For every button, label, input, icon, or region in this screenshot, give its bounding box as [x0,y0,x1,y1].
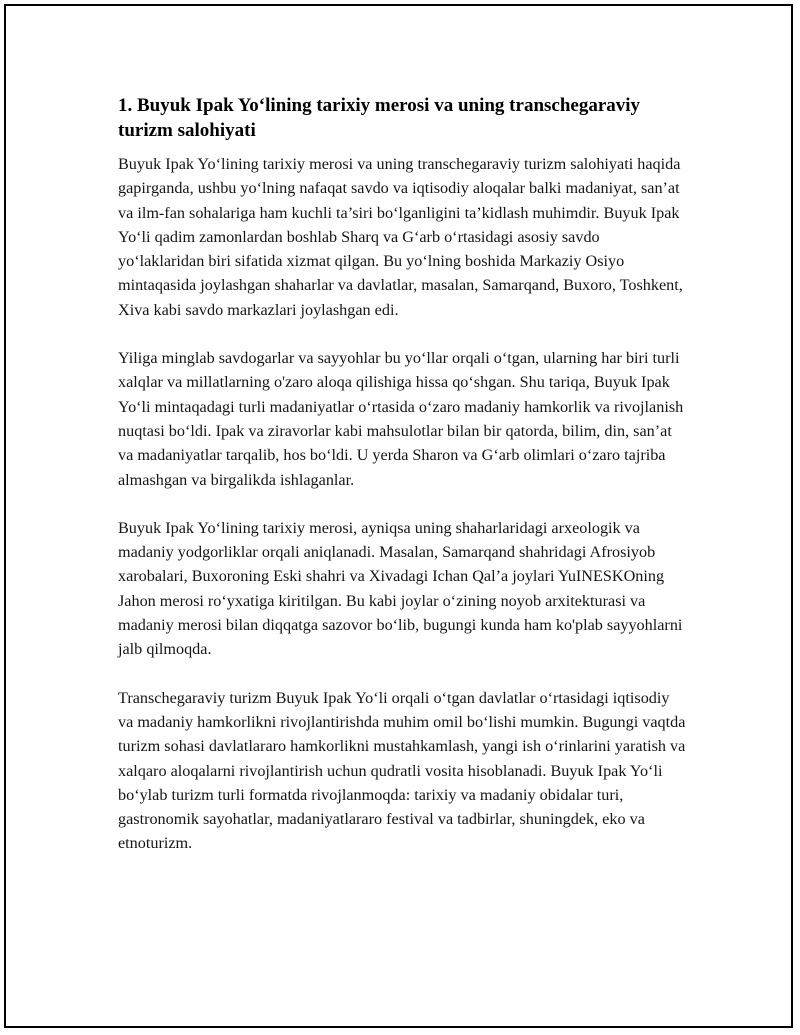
paragraph-3: Buyuk Ipak Yo‘lining tarixiy merosi, ayniqsa uning shaharlaridagi arxeologik va madaniy yodgorliklar orqali aniqlanadi. Masalan, Samarqand shahridagi Afrosiyob xarobalari, Buxoroning Eski shahri va Xivadagi Ichan Qal’a joylari YuINESKOning Jahon merosi ro‘yxatiga kiritilgan. Bu kabi joylar o‘zining noyob arxitekturasi va madaniy merosi bilan diqqatga sazovor bo‘lib, bugungi kunda ham ko'plab sayyohlarni jalb qilmoqda. [118,518,683,659]
paragraph-1: Buyuk Ipak Yo‘lining tarixiy merosi va uning transchegaraviy turizm salohiyati haqida gapirganda, ushbu yo‘lning nafaqat savdo va iqtisodiy aloqalar balki madaniyat, san’at va ilm-fan sohalariga ham kuchli ta’siri bo‘lganligini ta’kidlash muhimdir. Buyuk Ipak Yo‘li qadim zamonlardan boshlab Sharq va G‘arb o‘rtasidagi asosiy savdo yo‘laklaridan biri sifatida xizmat qilgan. Bu yo‘lning boshida Markaziy Osiyo mintaqasida joylashgan shaharlar va davlatlar, masalan, Samarqand, Buxoro, Toshkent, Xiva kabi savdo markazlari joylashgan edi. [118,155,683,319]
paragraph-2: Yiliga minglab savdogarlar va sayyohlar bu yo‘llar orqali o‘tgan, ularning har biri turli xalqlar va millatlarning o'zaro aloqa qilishiga hissa qo‘shgan. Shu tariqa, Buyuk Ipak Yo‘li mintaqadagi turli madaniyatlar o‘rtasida o‘zaro madaniy hamkorlik va rivojlanish nuqtasi bo‘ldi. Ipak va ziravorlar kabi mahsulotlar bilan bir qatorda, bilim, din, san’at va madaniyatlar tarqalib, hos bo‘ldi. U yerda Sharon va G‘arb olimlari o‘zaro tajriba almashgan va birgalikda ishlaganlar. [118,349,684,489]
paragraph-4: Transchegaraviy turizm Buyuk Ipak Yo‘li orqali o‘tgan davlatlar o‘rtasidagi iqtisodiy va madaniy hamkorlikni rivojlantirishda muhim omil bo‘lishi mumkin. Bugungi vaqtda turizm sohasi davlatlararo hamkorlikni mustahkamlash, yangi ish o‘rinlarini yaratish va xalqaro aloqalarni rivojlantirish uchun qudratli vosita hisoblanadi. Buyuk Ipak Yo‘li bo‘ylab turizm turli formatda rivojlanmoqda: tarixiy va madaniy obidalar turi, gastronomik sayohatlar, madaniyatlararo festival va tadbirlar, shuningdek, eko va etnoturizm. [118,688,686,853]
section-heading: 1. Buyuk Ipak Yo‘lining tarixiy merosi va uning transchegaraviy turizm salohiyati [118,95,641,141]
document-body [118,93,688,880]
